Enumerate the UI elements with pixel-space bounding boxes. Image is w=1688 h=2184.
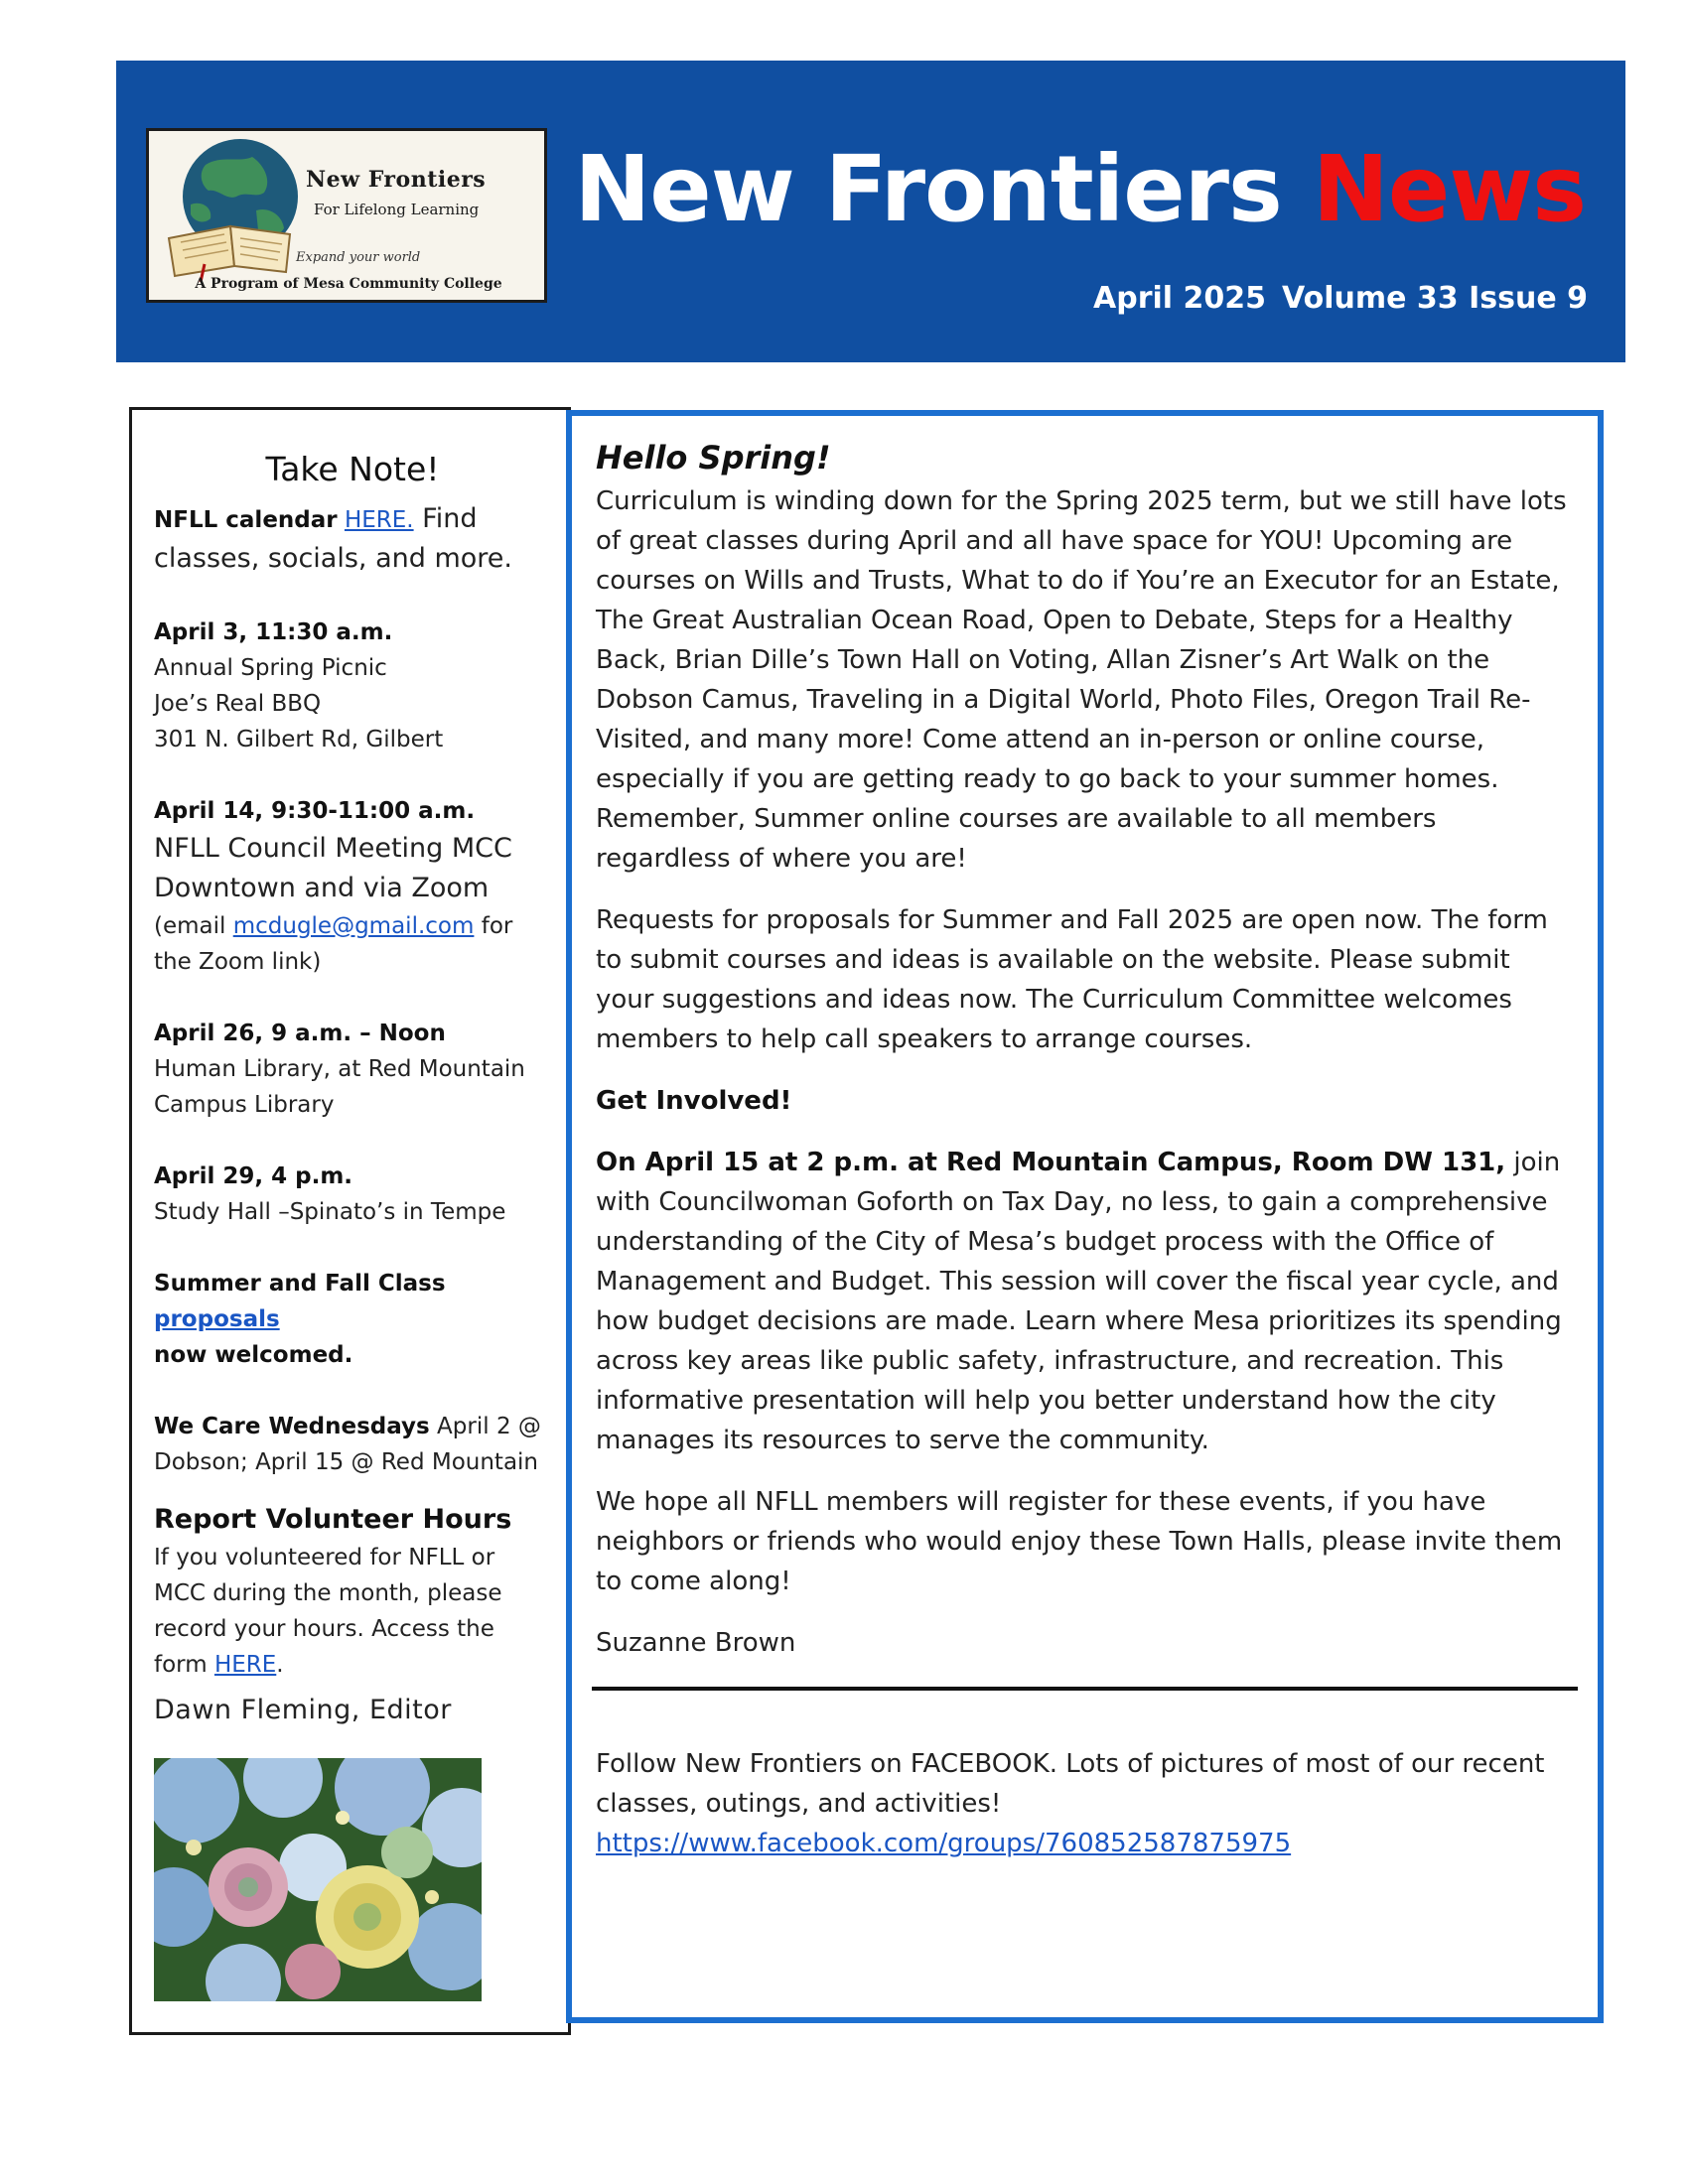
event-date: April 14, 9:30-11:00 a.m. (154, 798, 476, 824)
proposals-label-end: now welcomed. (154, 1342, 353, 1368)
calendar-note (154, 499, 551, 579)
volunteer-form-link[interactable]: HERE (213, 1652, 277, 1678)
event-item (154, 1159, 551, 1230)
facebook-text: Follow New Frontiers on FACEBOOK. Lots of pictures of most of our recent classes, outings, and activities! (596, 1749, 1545, 1819)
proposals-label: Summer and Fall Class (154, 1271, 446, 1297)
event-date: April 29, 4 p.m. (154, 1163, 353, 1189)
event-highlight: On April 15 at 2 p.m. at Red Mountain Campus, Room DW 131, (596, 1148, 1506, 1177)
facebook-link[interactable]: https://www.facebook.com/groups/760852587875975 (596, 1829, 1292, 1858)
event-date: April 26, 9 a.m. – Noon (154, 1021, 446, 1046)
facebook-note (596, 1744, 1574, 1863)
event-line: Study Hall –Spinato’s in Tempe (154, 1199, 506, 1225)
event-item (154, 793, 551, 980)
proposals-note (154, 1266, 551, 1373)
event-date: April 3, 11:30 a.m. (154, 619, 393, 645)
we-care-text: April 2 @ Dobson; April 15 @ Red Mountain (154, 1414, 541, 1475)
issue-volume: Volume 33 Issue 9 (1282, 281, 1588, 316)
take-note-sidebar (129, 407, 571, 2035)
volunteer-text: If you volunteered for NFLL or MCC during the month, please record your hours. Access the form (154, 1545, 502, 1678)
main-article (566, 410, 1604, 2023)
logo-name: New Frontiers (306, 167, 487, 193)
event-line: Joe’s Real BBQ (154, 691, 322, 717)
article-paragraph: Curriculum is winding down for the Spring 2025 term, but we still have lots of great classes during April and all have space for YOU! Upcoming are courses on Wills and Trusts, What to do if You’re an Executor for an Estate, The Great Australian Ocean Road, Open to Debate, Steps for a Healthy Back, Brian Dille’s Town Hall on Voting, Allan Zisner’s Art Walk on the Dobson Camus, Traveling in a Digital World, Photo Files, Oregon Trail Re-Visited, and many more! Come attend an in-person or online course, especially if you are getting ready to go back to your summer homes. Remember, Summer online courses are available to all members regardless of where you are! (596, 486, 1567, 874)
volunteer-text-end: . (276, 1652, 284, 1678)
article-signature: Suzanne Brown (596, 1628, 796, 1658)
masthead-banner (116, 61, 1625, 362)
logo-tagline: Expand your world (296, 250, 421, 265)
event-description: join with Councilwoman Goforth on Tax Day, no less, to gain a comprehensive understanding of the City of Mesa’s budget process with the Office of Management and Budget. This session will cover the fiscal year cycle, and how budget decisions are made. Learn where Mesa prioritizes its spending across key areas like public safety, infrastructure, and recreation. This informative presentation will help you better understand how the city manages its resources to serve the community. (596, 1148, 1562, 1455)
article-paragraph (596, 1143, 1574, 1460)
succulent-flowers-image (154, 1758, 482, 2001)
we-care-label: We Care Wednesdays (154, 1414, 430, 1439)
title-accent: News (1312, 136, 1586, 242)
volunteer-note (154, 1500, 551, 1683)
article-paragraph: We hope all NFLL members will register for these events, if you have neighbors or friends who would enjoy these Town Halls, please invite them to come along! (596, 1487, 1563, 1596)
event-line: Annual Spring Picnic (154, 655, 387, 681)
issue-date: April 2025 (1093, 281, 1267, 316)
get-involved-label: Get Involved! (596, 1086, 792, 1116)
council-email-link[interactable]: mcdugle@gmail.com (232, 913, 475, 939)
volunteer-heading: Report Volunteer Hours (154, 1504, 512, 1535)
calendar-text: Find classes, socials, and more. (154, 503, 512, 574)
event-line: 301 N. Gilbert Rd, Gilbert (154, 727, 444, 752)
logo-program: A Program of Mesa Community College (195, 276, 502, 292)
event-text: for the Zoom link) (154, 913, 513, 975)
event-line: Human Library, at Red Mountain Campus Library (154, 1056, 525, 1118)
calendar-label: NFLL calendar (154, 507, 338, 533)
issue-info (1093, 281, 1588, 316)
globe-book-icon (161, 135, 310, 284)
event-text: NFLL Council Meeting MCC Downtown and via Zoom (154, 833, 512, 903)
calendar-link[interactable]: HERE. (344, 507, 414, 533)
logo-subtitle: For Lifelong Learning (314, 201, 480, 218)
proposals-link[interactable]: proposals (154, 1306, 280, 1332)
event-item (154, 614, 551, 757)
editor-credit: Dawn Fleming, Editor (154, 1695, 452, 1725)
sidebar-title: Take Note! (265, 450, 440, 488)
nfll-logo (146, 128, 547, 303)
event-text: (email (154, 913, 233, 939)
article-heading: Hello Spring! (596, 439, 831, 477)
article-paragraph: Requests for proposals for Summer and Fall 2025 are open now. The form to submit courses and ideas is available on the website. Please submit your suggestions and ideas now. The Curriculum Committee welcomes members to help call speakers to arrange courses. (596, 905, 1548, 1054)
divider (592, 1687, 1578, 1691)
newsletter-title (574, 136, 1586, 242)
title-main: New Frontiers (574, 136, 1313, 242)
event-item (154, 1016, 551, 1123)
we-care-note (154, 1409, 551, 1480)
get-involved-heading (596, 1081, 1574, 1121)
